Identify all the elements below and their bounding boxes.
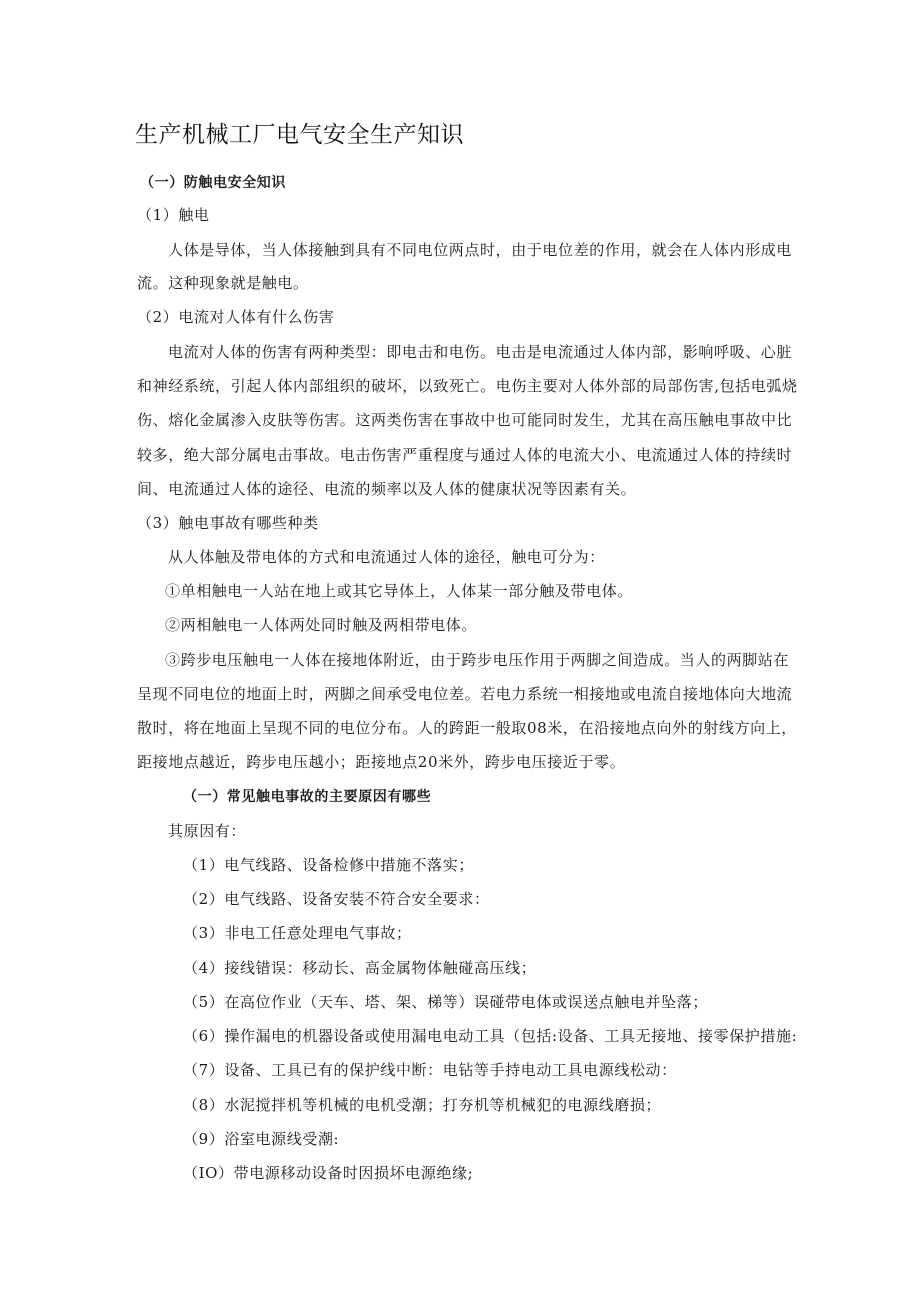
cause-list-item: （6）操作漏电的机器设备或使用漏电电动工具（包括:设备、工具无接地、接零保护措施: [183, 1027, 798, 1045]
paragraph-line: 距接地点越近，跨步电压越小；距接地点20米外，跨步电压接近于零。 [137, 753, 626, 771]
list-item: ①单相触电一人站在地上或其它导体上，人体某一部分触及带电体。 [165, 582, 634, 600]
section-heading-electric-shock-prevention: （一）防触电安全知识 [140, 175, 286, 191]
paragraph-line: 和神经系统，引起人体内部组织的破坏，以致死亡。电伤主要对人体外部的局部伤害,包括电弧烧 [137, 377, 798, 395]
paragraph-line: 其原因有： [168, 822, 247, 840]
cause-list-item: （3）非电工任意处理电气事故； [183, 924, 412, 942]
paragraph-line: 电流对人体的伤害有两种类型：即电击和电伤。电击是电流通过人体内部，影响呼吸、心脏 [168, 343, 793, 361]
subheading-current-harm: （2）电流对人体有什么伤害 [137, 308, 335, 326]
list-item: ③跨步电压触电一人体在接地体附近，由于跨步电压作用于两脚之间造成。当人的两脚站在 [165, 651, 790, 669]
document-title: 生产机械工厂电气安全生产知识 [135, 122, 464, 148]
paragraph-line: 较多，绝大部分属电击事故。电击伤害严重程度与通过人体的电流大小、电流通过人体的持续时 [137, 446, 793, 464]
cause-list-item: （2）电气线路、设备安装不符合安全要求： [183, 890, 490, 908]
subheading-shock-types: （3）触电事故有哪些种类 [137, 514, 319, 532]
list-item: ②两相触电一人体两处同时触及两相带电体。 [165, 616, 478, 634]
paragraph-line: 伤、熔化金属渗入皮肤等伤害。这两类伤害在事故中也可能同时发生，尤其在高压触电事故中比 [137, 411, 793, 429]
cause-list-item: （1）电气线路、设备检修中措施不落实； [183, 856, 474, 874]
paragraph-line: 从人体触及带电体的方式和电流通过人体的途径，触电可分为： [168, 548, 605, 566]
paragraph-line: 流。这种现象就是触电。 [137, 274, 309, 292]
section-heading-accident-causes: （一）常见触电事故的主要原因有哪些 [183, 789, 432, 805]
paragraph-line: 间、电流通过人体的途径、电流的频率以及人体的健康状况等因素有关。 [137, 480, 637, 498]
cause-list-item: （4）接线错误：移动长、高金属物体触碰高压线； [183, 959, 537, 977]
cause-list-item: （7）设备、工具已有的保护线中断：电钻等手持电动工具电源线松动： [183, 1061, 677, 1079]
paragraph-line: 呈现不同电位的地面上时，两脚之间承受电位差。若电力系统一相接地或电流自接地体向大地流 [137, 685, 793, 703]
cause-list-item: （8）水泥搅拌机等机械的电机受潮；打夯机等机械犯的电源线磨损； [183, 1096, 662, 1114]
cause-list-item: （9）浴室电源线受潮: [183, 1130, 340, 1148]
paragraph-line: 人体是导体，当人体接触到具有不同电位两点时，由于电位差的作用，就会在人体内形成电 [168, 241, 793, 259]
subheading-electric-shock: （1）触电 [137, 206, 210, 224]
paragraph-line: 散时，将在地面上呈现不同的电位分布。人的跨距一般取08米，在沿接地点向外的射线方向上， [137, 719, 797, 737]
cause-list-item: （5）在高位作业（天车、塔、架、梯等）误碰带电体或误送点触电并坠落； [183, 993, 708, 1011]
cause-list-item: （IO）带电源移动设备时因损坏电源绝缘; [183, 1164, 474, 1182]
